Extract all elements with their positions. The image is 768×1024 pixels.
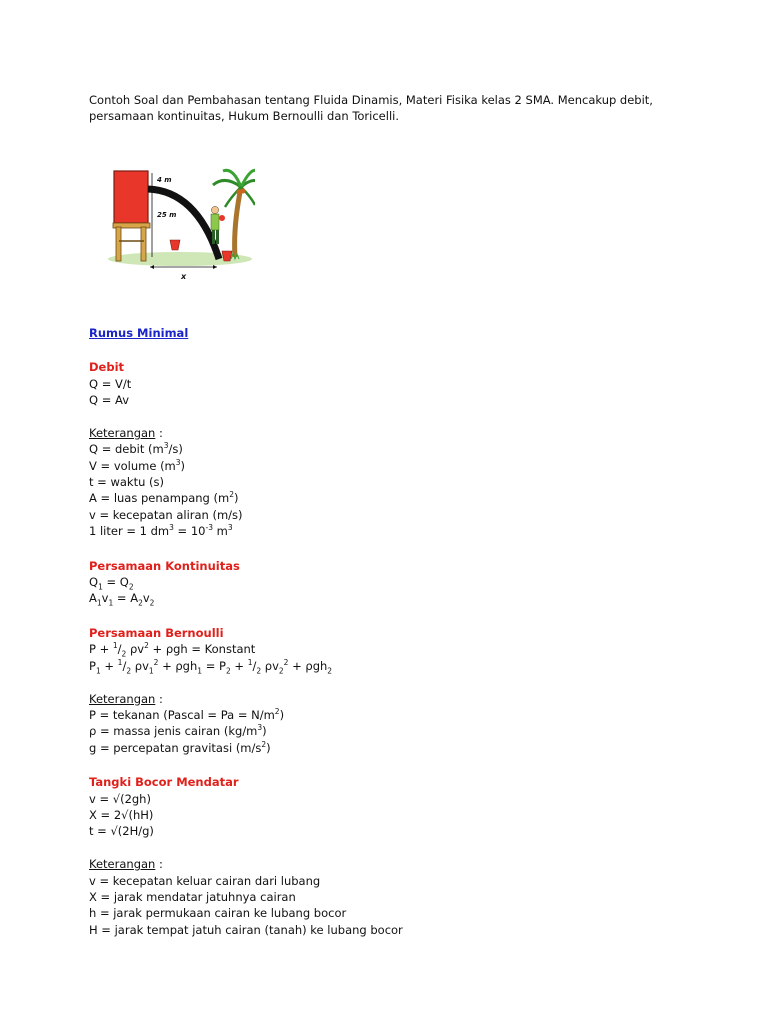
bernoulli-eq-1: $P + ^1/_2$ $\rho v^2 + \rho gh$ = Konstant xyxy=(89,641,256,659)
tangki-eq-v: v = √(2gh) xyxy=(89,791,151,806)
tangki-ket-H: H = jarak tempat jatuh cairan (tanah) ke lubang bocor xyxy=(89,922,403,937)
debit-eq-1: Q = V/t xyxy=(89,376,132,391)
kontinuitas-section xyxy=(89,558,709,607)
bernoulli-eq-2: $P_1 + ^1/_2$ $\rho v_1^2 + \rho gh_1 = P_2 + ^1/_2$ $\rho v_2^2 + \rho gh_2$ xyxy=(89,657,333,675)
bernoulli-keterangan xyxy=(89,691,709,707)
debit-section xyxy=(89,359,709,539)
debit-ket-q: Q = debit $(m^3/s)$ xyxy=(89,441,183,457)
tangki-ket-h: h = jarak permukaan cairan ke lubang bocor xyxy=(89,906,347,921)
keterangan-label: Keterangan xyxy=(89,857,156,872)
debit-eq-2: Q = Av xyxy=(89,393,129,408)
document-page xyxy=(89,92,709,938)
rumus-section xyxy=(89,325,709,341)
keterangan-colon: : xyxy=(155,691,163,706)
bernoulli-section xyxy=(89,625,709,756)
bernoulli-ket-p: P = tekanan (Pascal = $Pa = N/m^2$) xyxy=(89,707,285,722)
tangki-eq-t: t = √(2H/g) xyxy=(89,824,154,839)
keterangan-colon: : xyxy=(155,425,163,440)
rumus-minimal-link[interactable]: Rumus Minimal xyxy=(89,325,189,340)
bernoulli-ket-g: g = percepatan gravitasi $(m/s^2)$ xyxy=(89,739,271,755)
bernoulli-heading: Persamaan Bernoulli xyxy=(89,625,224,640)
tangki-section xyxy=(89,774,709,938)
keterangan-colon: : xyxy=(155,857,163,872)
tangki-ket-x: X = jarak mendatar jatuhnya cairan xyxy=(89,889,296,904)
tangki-heading: Tangki Bocor Mendatar xyxy=(89,775,239,790)
debit-ket-v: V = volume $(m^3)$ xyxy=(89,457,186,473)
debit-ket-a: A = luas penampang $(m^2)$ xyxy=(89,490,239,506)
height-label-4m: 4 m xyxy=(157,175,172,184)
kontinuitas-eq-av: $A_1v_1 = A_2v_2$ xyxy=(89,591,155,608)
debit-ket-kecepatan: v = kecepatan aliran (m/s) xyxy=(89,507,243,522)
debit-heading: Debit xyxy=(89,360,125,375)
leaking-tank-illustration xyxy=(105,167,255,289)
kontinuitas-eq-q: $Q_1 = Q_2$ xyxy=(89,575,134,592)
tank xyxy=(114,171,148,223)
intro-paragraph: Contoh Soal dan Pembahasan tentang Fluida Dinamis, Materi Fisika kelas 2 SMA. Mencakup debit, persamaan kontinuitas, Hukum Bernoulli dan Toricelli. xyxy=(89,93,653,124)
tangki-keterangan xyxy=(89,856,709,872)
tangki-ket-v: v = kecepatan keluar cairan dari lubang xyxy=(89,873,321,888)
bernoulli-ket-rho: ρ = massa jenis cairan $(kg/m^3)$ xyxy=(89,723,267,739)
debit-ket-liter: 1 liter = 1 $dm^3 = 10^{-3}$ $m^3$ xyxy=(89,523,233,539)
height-label-25m: 25 m xyxy=(157,210,177,219)
tangki-eq-x: X = 2√(hH) xyxy=(89,807,154,822)
keterangan-label: Keterangan xyxy=(89,691,156,706)
distance-label-x: x xyxy=(181,271,187,281)
keterangan-label: Keterangan xyxy=(89,425,156,440)
water-stream xyxy=(148,189,219,259)
debit-keterangan xyxy=(89,425,709,441)
debit-ket-t: t = waktu (s) xyxy=(89,475,164,490)
kontinuitas-heading: Persamaan Kontinuitas xyxy=(89,558,240,573)
